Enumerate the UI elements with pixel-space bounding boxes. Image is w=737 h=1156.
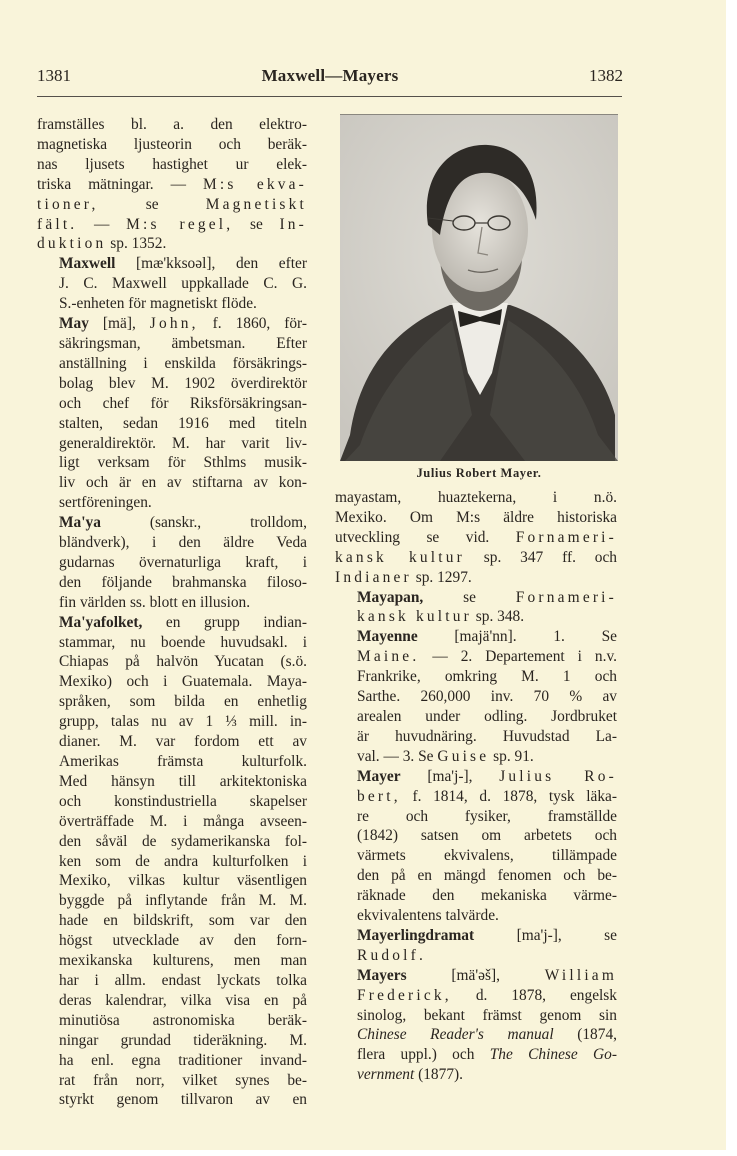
entry-mayerlingdramat: Mayerlingdramat [ma'j-], se Rudolf. xyxy=(357,926,617,964)
running-header xyxy=(37,66,623,90)
page-number-left: 1381 xyxy=(37,66,71,85)
entry-may: May [mä], John, f. 1860, för- säkringsman, ämbetsman. Efter anställning i enskilda försäkrings- bolag blev M. 1902 överdirektör och chef för Riksförsäkringsan- stalten, sedan 1916 med titeln generaldirektör. M. har varit liv- ligt verksam för Sthlms musik- liv och är en av stiftarna av kon- sertföreningen. xyxy=(59,315,307,512)
entry-mayenne: Mayenne [majä'nn]. 1. Se Maine. — 2. Departement i n.v. Frankrike, omkring M. 1 och Sarthe. 260,000 inv. 70 % av arealen under odling. Jordbruket är huvudnäring. Huvudstad La- val. — 3. Se Guise sp. 91. xyxy=(357,628,617,765)
continued-text: mayastam, huaztekerna, i n.ö. Mexiko. Om M:s äldre historiska utveckling se vid. Fornameri- kansk kultur sp. 347 ff. och Indianer sp. 1297. xyxy=(335,489,617,586)
headword: Mayerlingdramat xyxy=(357,926,475,944)
headword: May xyxy=(59,315,89,333)
entry-maya: Ma'ya (sanskr., trolldom, bländverk), i den äldre Veda gudarnas övernaturliga kraft, i den följande brahmanska filoso- fin världen ss. blott en illusion. xyxy=(59,514,307,611)
portrait-image-icon xyxy=(340,115,618,461)
headword: Ma'ya xyxy=(59,514,101,532)
running-title: Maxwell—Mayers xyxy=(261,66,399,85)
headword: Ma'yafolket, xyxy=(59,613,143,631)
headword: Mayer xyxy=(357,767,401,785)
headword: Mayapan, xyxy=(357,588,424,606)
headword: Maxwell xyxy=(59,255,116,273)
figure-caption: Julius Robert Mayer. xyxy=(416,466,542,480)
portrait-photo xyxy=(340,114,618,461)
headword: Mayenne xyxy=(357,628,418,646)
continued-text: framställes bl. a. den elektro- magnetiska ljusteorin och beräk- nas ljusets hastighet ur elek- triska mätningar. — M:s ekva- tioner, se Magnetiskt fält. — M:s regel, se In- duktion sp. 1352. xyxy=(37,116,307,253)
entry-mayer: Mayer [ma'j-], Julius Ro- bert, f. 1814, d. 1878, tysk läka- re och fysiker, framställde (1842) satsen om arbetets och värmets ekvivalens, tillämpade den på en mängd fenomen och be- räknade den mekaniska värme- ekvivalentens talvärde. xyxy=(357,767,617,925)
header-rule xyxy=(37,96,622,97)
page-number-right: 1382 xyxy=(589,66,623,85)
entry-mayers: Mayers [mä'əš], William Frederick, d. 1878, engelsk sinolog, bekant främst genom sin Chinese Reader's manual (1874, flera uppl.) och The Chinese Go- vernment (1877). xyxy=(357,966,617,1084)
headword: Mayers xyxy=(357,966,407,984)
portrait-figure xyxy=(340,114,618,460)
entry-mayapan: Mayapan, se Fornameri- kansk kultur sp. 348. xyxy=(357,588,617,626)
right-column xyxy=(335,488,617,1085)
entry-maxwell: Maxwell [mæ'kksoəl], den efter J. C. Maxwell uppkallade C. G. S.-enheten för magnetiskt flöde. xyxy=(59,255,307,313)
entry-mayafolket: Ma'yafolket, en grupp indian- stammar, nu boende huvudsakl. i Chiapas på halvön Yucatan (s.ö. Mexiko) och i Guatemala. Maya- språken, som bilda en enhetlig grupp, talas nu av 1 ⅓ mill. in- dianer. M. var fordom ett av Amerikas främsta kulturfolk. Med hänsyn till arkitektoniska och konstindustriella skapelser överträffade M. i många avseen- den såväl de sydamerikanska fol- ken som de andra kulturfolken i Mexiko, vilkas kultur väsentligen byggde på inflytande från M. M. hade en bildskrift, som var den högst utvecklade av den forn- mexikanska kulturens, men man har i allm. endast lyckats tolka deras kalendrar, vilka visa en på minutiösa astronomiska beräk- ningar grundad tideräkning. M. ha enl. egna traditioner invand- rat från norr, vilket synes be- styrkt genom tillvaron av en xyxy=(59,613,307,1109)
left-column xyxy=(37,115,307,1110)
